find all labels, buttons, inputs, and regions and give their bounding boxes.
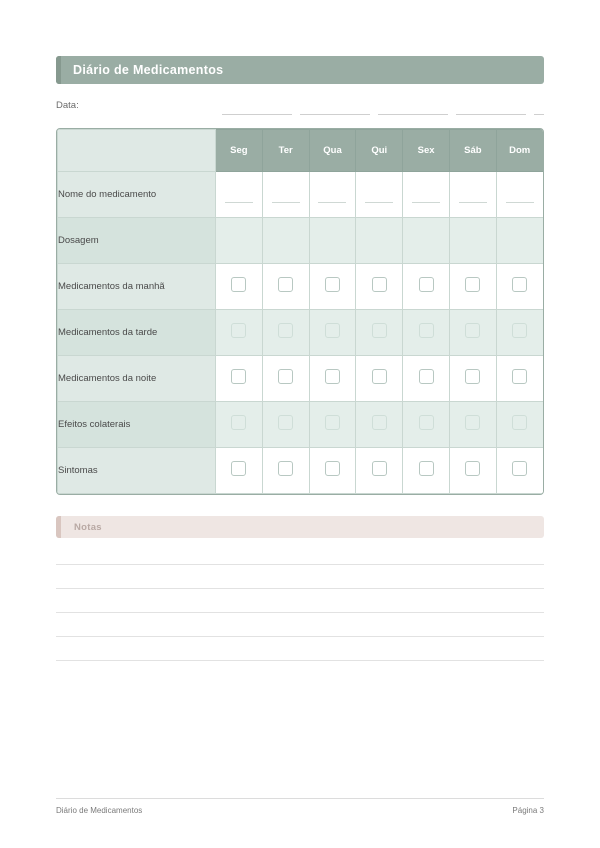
cell-morning-sex[interactable] (403, 264, 450, 310)
cell-night-qua[interactable] (309, 356, 356, 402)
cell-side-effects-ter[interactable] (262, 402, 309, 448)
date-line-4[interactable] (456, 114, 526, 115)
checkbox[interactable] (278, 369, 293, 384)
cell-dosage-dom[interactable] (496, 218, 543, 264)
day-header-qui: Qui (356, 130, 403, 172)
checkbox[interactable] (325, 323, 340, 338)
cell-morning-seg[interactable] (216, 264, 263, 310)
write-line (412, 202, 440, 203)
cell-afternoon-qua[interactable] (309, 310, 356, 356)
table-row (58, 448, 544, 494)
checkbox[interactable] (231, 415, 246, 430)
row-label-afternoon: Medicamentos da tarde (58, 310, 216, 356)
cell-medication-name-qua[interactable] (309, 172, 356, 218)
cell-afternoon-sab[interactable] (449, 310, 496, 356)
cell-side-effects-qui[interactable] (356, 402, 403, 448)
cell-afternoon-ter[interactable] (262, 310, 309, 356)
checkbox[interactable] (278, 323, 293, 338)
cell-morning-ter[interactable] (262, 264, 309, 310)
notes-accent-bar (56, 516, 61, 538)
cell-afternoon-qui[interactable] (356, 310, 403, 356)
cell-dosage-ter[interactable] (262, 218, 309, 264)
checkbox[interactable] (372, 461, 387, 476)
cell-medication-name-sex[interactable] (403, 172, 450, 218)
cell-morning-sab[interactable] (449, 264, 496, 310)
row-label-medication-name: Nome do medicamento (58, 172, 216, 218)
cell-night-sab[interactable] (449, 356, 496, 402)
cell-medication-name-ter[interactable] (262, 172, 309, 218)
cell-symptoms-seg[interactable] (216, 448, 263, 494)
table-corner-cell (58, 130, 216, 172)
cell-morning-qua[interactable] (309, 264, 356, 310)
row-label-dosage: Dosagem (58, 218, 216, 264)
cell-night-ter[interactable] (262, 356, 309, 402)
notes-header (56, 516, 544, 538)
checkbox[interactable] (465, 415, 480, 430)
checkbox[interactable] (465, 323, 480, 338)
cell-side-effects-sab[interactable] (449, 402, 496, 448)
checkbox[interactable] (465, 461, 480, 476)
checkbox[interactable] (325, 415, 340, 430)
notes-line-4[interactable] (56, 636, 544, 637)
cell-morning-qui[interactable] (356, 264, 403, 310)
checkbox[interactable] (372, 415, 387, 430)
document-title-bar (56, 56, 544, 84)
day-header-sex: Sex (403, 130, 450, 172)
day-header-ter: Ter (262, 130, 309, 172)
day-header-dom: Dom (496, 130, 543, 172)
cell-symptoms-ter[interactable] (262, 448, 309, 494)
cell-night-seg[interactable] (216, 356, 263, 402)
checkbox[interactable] (278, 415, 293, 430)
checkbox[interactable] (231, 323, 246, 338)
row-label-morning: Medicamentos da manhã (58, 264, 216, 310)
title-accent-bar (56, 56, 61, 84)
table-row (58, 264, 544, 310)
cell-symptoms-sex[interactable] (403, 448, 450, 494)
checkbox[interactable] (419, 415, 434, 430)
checkbox[interactable] (278, 277, 293, 292)
footer-page-number: Página 3 (512, 806, 544, 815)
row-label-side-effects: Efeitos colaterais (58, 402, 216, 448)
cell-medication-name-qui[interactable] (356, 172, 403, 218)
cell-symptoms-dom[interactable] (496, 448, 543, 494)
cell-side-effects-qua[interactable] (309, 402, 356, 448)
cell-dosage-qui[interactable] (356, 218, 403, 264)
cell-side-effects-sex[interactable] (403, 402, 450, 448)
write-line (225, 202, 253, 203)
write-line (459, 202, 487, 203)
write-line (272, 202, 300, 203)
cell-night-dom[interactable] (496, 356, 543, 402)
day-header-seg: Seg (216, 130, 263, 172)
checkbox[interactable] (325, 461, 340, 476)
cell-afternoon-dom[interactable] (496, 310, 543, 356)
checkbox[interactable] (278, 461, 293, 476)
checkbox[interactable] (512, 369, 527, 384)
checkbox[interactable] (372, 277, 387, 292)
date-row (56, 100, 544, 118)
cell-dosage-sab[interactable] (449, 218, 496, 264)
checkbox[interactable] (512, 415, 527, 430)
checkbox[interactable] (419, 369, 434, 384)
footer-document-name: Diário de Medicamentos (56, 806, 143, 815)
checkbox[interactable] (325, 369, 340, 384)
cell-side-effects-dom[interactable] (496, 402, 543, 448)
notes-title: Notas (74, 521, 102, 533)
date-line-5[interactable] (534, 114, 544, 115)
checkbox[interactable] (419, 323, 434, 338)
notes-line-1[interactable] (56, 564, 544, 565)
notes-line-5[interactable] (56, 660, 544, 661)
cell-afternoon-sex[interactable] (403, 310, 450, 356)
cell-night-sex[interactable] (403, 356, 450, 402)
checkbox[interactable] (231, 277, 246, 292)
day-header-qua: Qua (309, 130, 356, 172)
cell-symptoms-qui[interactable] (356, 448, 403, 494)
checkbox[interactable] (465, 369, 480, 384)
cell-medication-name-sab[interactable] (449, 172, 496, 218)
row-label-night: Medicamentos da noite (58, 356, 216, 402)
write-line (506, 202, 534, 203)
checkbox[interactable] (372, 369, 387, 384)
checkbox[interactable] (512, 323, 527, 338)
footer-divider (56, 798, 544, 799)
write-line (318, 202, 346, 203)
date-label: Data: (56, 100, 79, 111)
date-line-2[interactable] (300, 114, 370, 115)
checkbox[interactable] (231, 461, 246, 476)
date-line-3[interactable] (378, 114, 448, 115)
day-header-sab: Sáb (449, 130, 496, 172)
cell-symptoms-sab[interactable] (449, 448, 496, 494)
cell-morning-dom[interactable] (496, 264, 543, 310)
cell-symptoms-qua[interactable] (309, 448, 356, 494)
notes-line-2[interactable] (56, 588, 544, 589)
checkbox[interactable] (419, 277, 434, 292)
cell-afternoon-seg[interactable] (216, 310, 263, 356)
write-line (365, 202, 393, 203)
checkbox[interactable] (465, 277, 480, 292)
checkbox[interactable] (372, 323, 387, 338)
checkbox[interactable] (419, 461, 434, 476)
checkbox[interactable] (512, 277, 527, 292)
cell-side-effects-seg[interactable] (216, 402, 263, 448)
table-row (58, 172, 544, 218)
table-header-row (58, 130, 544, 172)
cell-dosage-sex[interactable] (403, 218, 450, 264)
table-row (58, 310, 544, 356)
checkbox[interactable] (231, 369, 246, 384)
cell-medication-name-seg[interactable] (216, 172, 263, 218)
notes-line-3[interactable] (56, 612, 544, 613)
cell-night-qui[interactable] (356, 356, 403, 402)
table-row (58, 356, 544, 402)
date-line-1[interactable] (222, 114, 292, 115)
medication-table (56, 128, 544, 495)
cell-dosage-qua[interactable] (309, 218, 356, 264)
checkbox[interactable] (325, 277, 340, 292)
table-row (58, 218, 544, 264)
table-row (58, 402, 544, 448)
page-title: Diário de Medicamentos (73, 63, 224, 77)
checkbox[interactable] (512, 461, 527, 476)
cell-dosage-seg[interactable] (216, 218, 263, 264)
row-label-symptoms: Sintomas (58, 448, 216, 494)
cell-medication-name-dom[interactable] (496, 172, 543, 218)
